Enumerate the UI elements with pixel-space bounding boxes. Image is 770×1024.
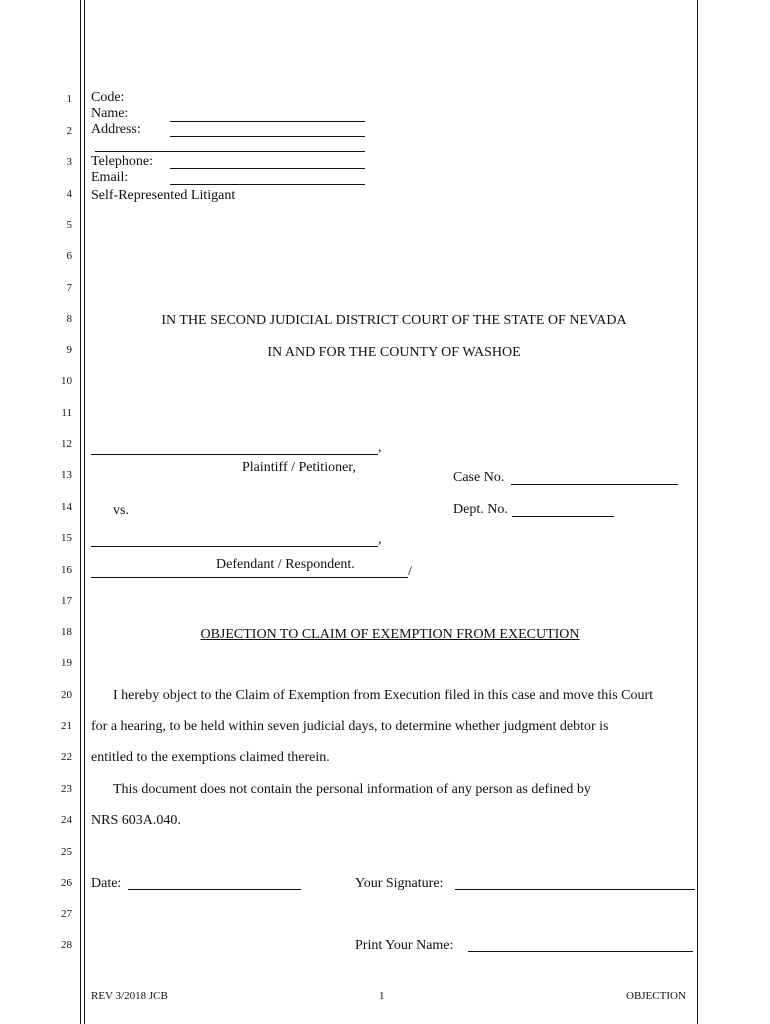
name-field[interactable]: [170, 121, 365, 122]
line-number: 21: [61, 720, 72, 732]
plaintiff-comma: ,: [378, 440, 382, 455]
document-title: OBJECTION TO CLAIM OF EXEMPTION FROM EXECUTION: [200, 627, 580, 642]
line-number: 25: [61, 846, 72, 858]
vs-label: vs.: [113, 503, 129, 518]
dept-number-field[interactable]: [512, 516, 614, 517]
body-paragraph-1-line-2: for a hearing, to be held within seven judicial days, to determine whether judgment debtor is: [91, 719, 609, 734]
left-margin-rule-outer: [80, 0, 81, 1024]
case-number-label: Case No.: [453, 470, 505, 485]
left-margin-rule-inner: [84, 0, 85, 1024]
body-paragraph-2-line-2: NRS 603A.040.: [91, 813, 181, 828]
print-name-field[interactable]: [468, 951, 693, 952]
telephone-field[interactable]: [170, 168, 365, 169]
telephone-label: Telephone:: [91, 154, 153, 169]
plaintiff-label: Plaintiff / Petitioner,: [242, 460, 356, 475]
email-field[interactable]: [170, 184, 365, 185]
name-label: Name:: [91, 106, 129, 121]
document-code: OBJECTION: [626, 990, 686, 1002]
email-label: Email:: [91, 170, 129, 185]
court-county: IN AND FOR THE COUNTY OF WASHOE: [267, 345, 521, 360]
address-field-line2[interactable]: [95, 151, 365, 152]
line-number: 2: [66, 125, 72, 137]
line-number: 7: [66, 282, 72, 294]
line-number: 28: [61, 939, 72, 951]
page-number: 1: [379, 990, 385, 1002]
defendant-comma: ,: [378, 532, 382, 547]
line-number: 18: [61, 626, 72, 638]
line-number: 19: [61, 657, 72, 669]
line-number: 10: [61, 375, 72, 387]
body-paragraph-1-line-1: I hereby object to the Claim of Exemption from Execution filed in this case and move this Court: [113, 688, 654, 703]
case-number-field[interactable]: [511, 484, 678, 485]
code-label: Code:: [91, 90, 125, 105]
address-label: Address:: [91, 122, 141, 137]
right-margin-rule: [697, 0, 698, 1024]
defendant-label: Defendant / Respondent.: [216, 557, 355, 572]
body-paragraph-2-line-1: This document does not contain the personal information of any person as defined by: [113, 782, 591, 797]
print-name-label: Print Your Name:: [355, 938, 454, 953]
revision-label: REV 3/2018 JCB: [91, 990, 168, 1002]
line-number: 26: [61, 877, 72, 889]
caption-slash: /: [408, 564, 412, 579]
line-number: 27: [61, 908, 72, 920]
line-number: 13: [61, 469, 72, 481]
line-number: 17: [61, 595, 72, 607]
line-number: 6: [66, 250, 72, 262]
line-number: 16: [61, 564, 72, 576]
line-number: 1: [66, 93, 72, 105]
line-number: 8: [66, 313, 72, 325]
line-number: 14: [61, 501, 72, 513]
line-number: 15: [61, 532, 72, 544]
date-label: Date:: [91, 876, 122, 891]
line-number: 5: [66, 219, 72, 231]
defendant-bottom-rule: [91, 577, 408, 578]
line-number: 23: [61, 783, 72, 795]
signature-label: Your Signature:: [355, 876, 444, 891]
line-number: 20: [61, 689, 72, 701]
address-field-line1[interactable]: [170, 136, 365, 137]
plaintiff-name-field[interactable]: [91, 454, 378, 455]
date-field[interactable]: [128, 889, 301, 890]
defendant-name-field[interactable]: [91, 546, 378, 547]
signature-field[interactable]: [455, 889, 695, 890]
line-number: 22: [61, 751, 72, 763]
line-number: 9: [66, 344, 72, 356]
self-represented-label: Self-Represented Litigant: [91, 188, 236, 203]
body-paragraph-1-line-3: entitled to the exemptions claimed therein.: [91, 750, 330, 765]
line-number: 3: [66, 156, 72, 168]
line-number: 24: [61, 814, 72, 826]
line-number: 12: [61, 438, 72, 450]
dept-number-label: Dept. No.: [453, 502, 508, 517]
line-number: 11: [61, 407, 72, 419]
line-number: 4: [66, 188, 72, 200]
court-name: IN THE SECOND JUDICIAL DISTRICT COURT OF THE STATE OF NEVADA: [161, 313, 627, 328]
